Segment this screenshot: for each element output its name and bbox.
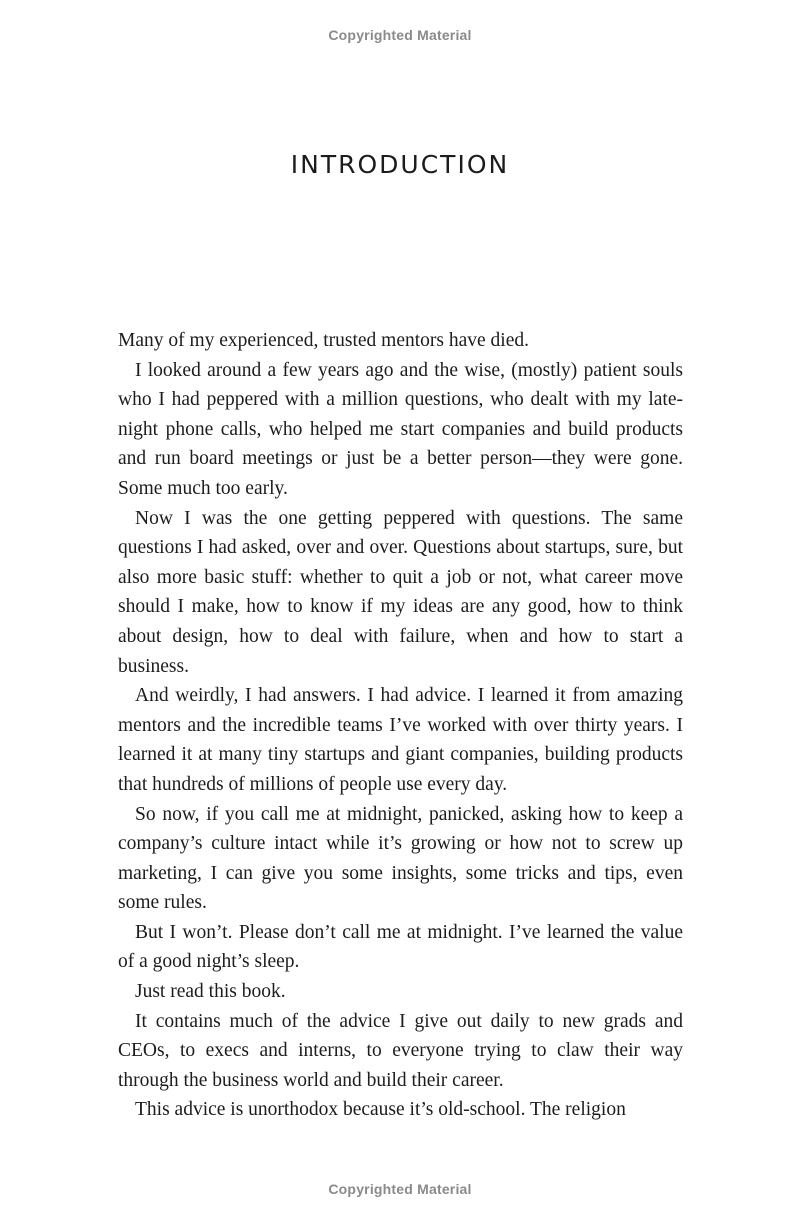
- paragraph-4: And weirdly, I had answers. I had advice. I learned it from amazing mentors and the incredible teams I’ve worked with over thirty years. I learned it at many tiny startups and giant companies, building products that hundreds of millions of people use every day.: [118, 685, 683, 795]
- paragraph-6: But I won’t. Please don’t call me at midnight. I’ve learned the value of a good night’s sleep.: [118, 921, 683, 973]
- paragraph-2: I looked around a few years ago and the wise, (mostly) patient souls who I had peppered with a million questions, who dealt with my late-night phone calls, who helped me start companies and build products and run board meetings or just be a better person—they were gone. Some much too early.: [118, 359, 683, 499]
- paragraph-8: It contains much of the advice I give out daily to new grads and CEOs, to execs and interns, to everyone trying to claw their way through the business world and build their career.: [118, 1010, 683, 1091]
- paragraph-7: Just read this book.: [135, 981, 286, 1003]
- chapter-title: INTRODUCTION: [290, 150, 510, 179]
- copyright-watermark-bottom: Copyrighted Material: [328, 1181, 472, 1197]
- paragraph-3: Now I was the one getting peppered with questions. The same questions I had asked, over and over. Questions about startups, sure, but also more basic stuff: whether to quit a job or not, what career move should I make, how to know if my ideas are any good, how to think about design, how to deal with failure, when and how to start a business.: [118, 507, 683, 677]
- chapter-body: [118, 326, 683, 1125]
- copyright-watermark-top: Copyrighted Material: [328, 27, 472, 43]
- paragraph-5: So now, if you call me at midnight, panicked, asking how to keep a company’s culture intact while it’s growing or how not to screw up marketing, I can give you some insights, some tricks and tips, even some rules.: [118, 803, 683, 914]
- paragraph-9: This advice is unorthodox because it’s old-school. The religion: [135, 1099, 626, 1121]
- paragraph-1: Many of my experienced, trusted mentors have died.: [118, 330, 529, 351]
